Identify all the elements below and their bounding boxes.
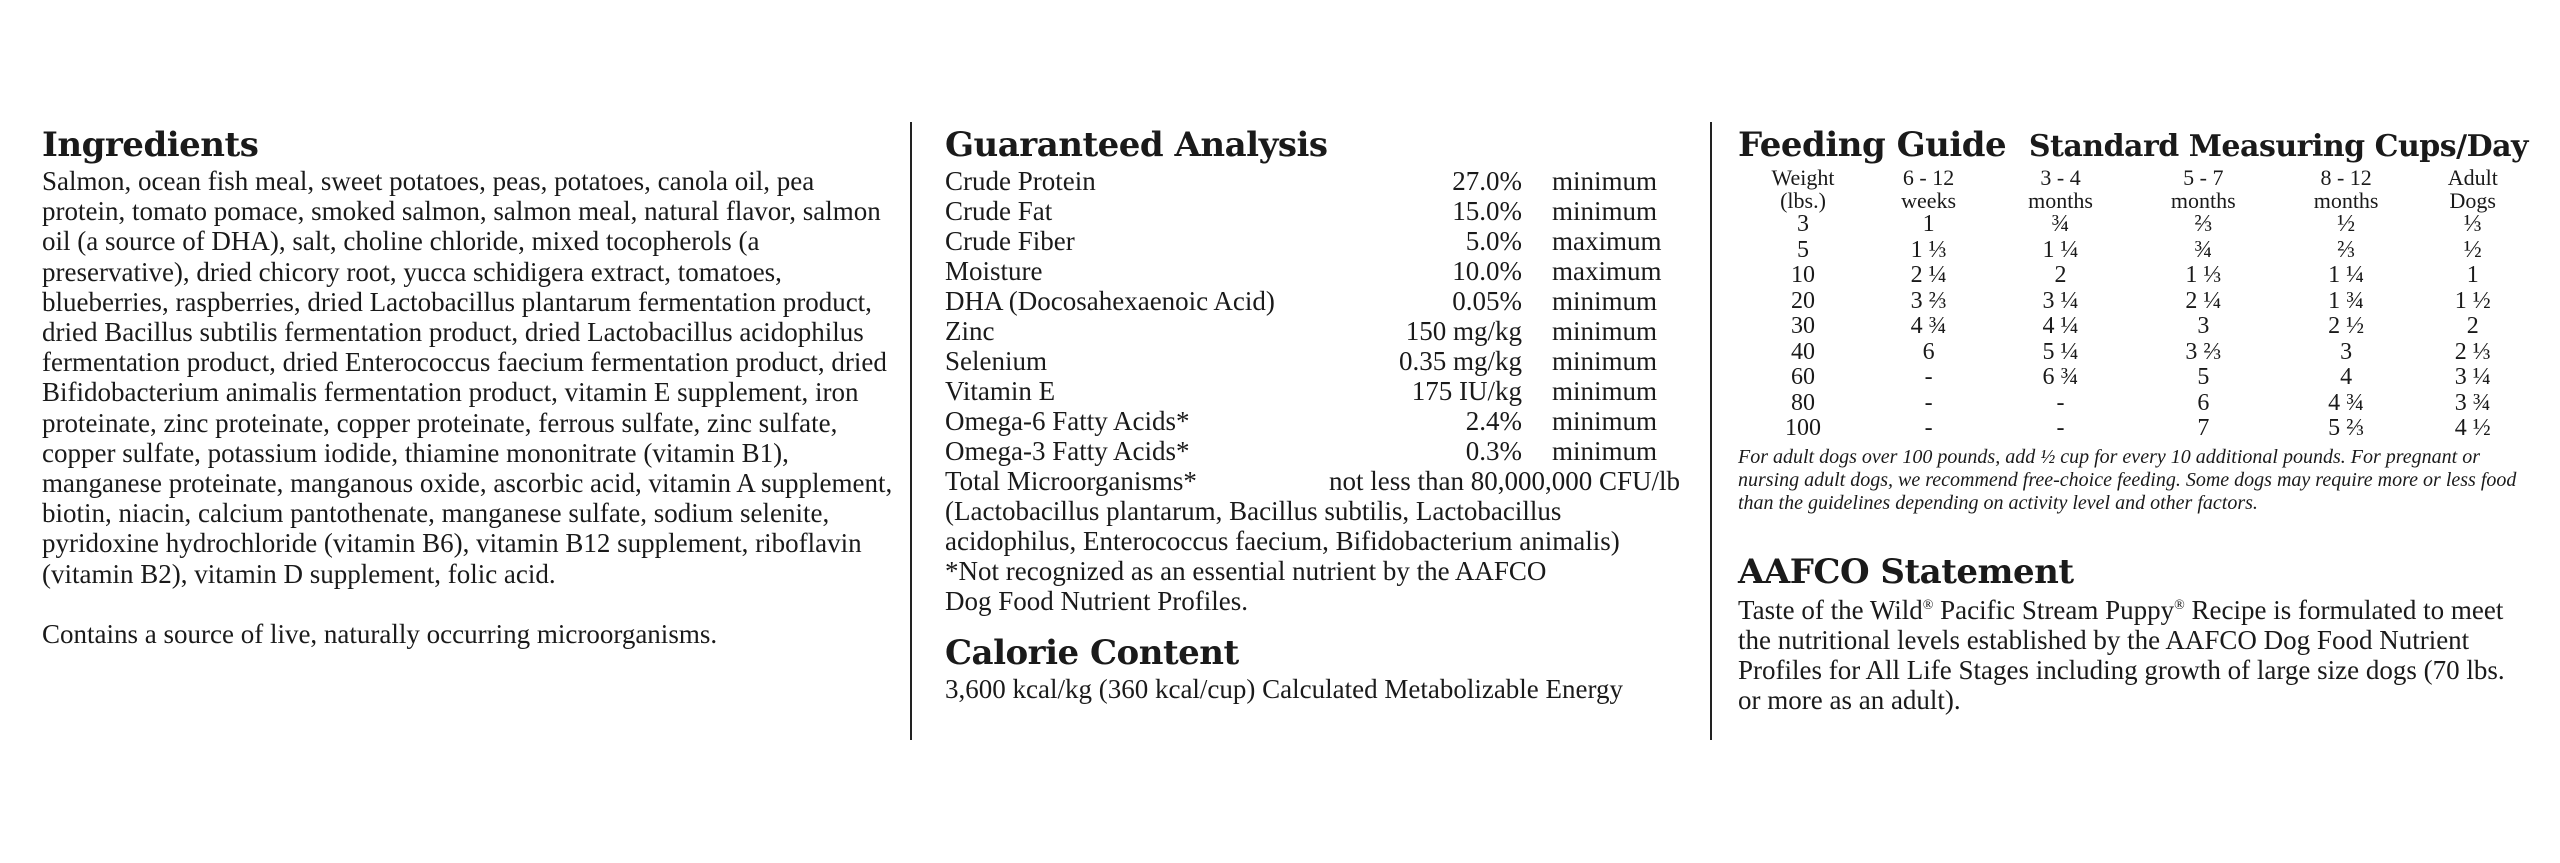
analysis-footnote-line-2: Dog Food Nutrient Profiles. xyxy=(945,586,1248,616)
feeding-cups-cell: 4 ¾ xyxy=(2328,389,2365,416)
analysis-heading: Guaranteed Analysis xyxy=(945,125,1328,165)
feeding-column-header xyxy=(2418,166,2529,212)
column-divider-2 xyxy=(1710,122,1712,740)
aafco-text-part-1: Taste of the Wild xyxy=(1738,594,1923,625)
feeding-cups-cell: 2 ½ xyxy=(2328,313,2365,339)
feeding-cups-cell: - xyxy=(2056,389,2065,416)
microorganisms-note: Contains a source of live, naturally occurring microorganisms. xyxy=(42,618,718,649)
analysis-row xyxy=(945,316,1680,346)
feeding-cups-cell: 2 xyxy=(2466,313,2479,339)
feeding-column-header-line-2: Dogs xyxy=(2449,188,2496,213)
analysis-row xyxy=(945,196,1680,226)
feeding-cups-cell: ¾ xyxy=(2051,211,2070,237)
analysis-qualifier: minimum xyxy=(1552,286,1658,316)
feeding-column-header xyxy=(1738,166,1868,212)
analysis-table xyxy=(945,166,1680,466)
feeding-column-header xyxy=(2275,166,2418,212)
feeding-cups-cell: 1 ¼ xyxy=(2328,262,2365,288)
feeding-cups-cell: - xyxy=(2056,415,2065,441)
feeding-cups-cell: - xyxy=(1924,389,1933,416)
feeding-cups-cell: 2 ⅓ xyxy=(2454,338,2491,365)
feeding-heading: Feeding Guide xyxy=(1738,125,2007,165)
feeding-cups-cell: 5 ¼ xyxy=(2042,338,2079,365)
analysis-nutrient: Vitamin E xyxy=(945,376,1056,406)
analysis-qualifier: minimum xyxy=(1552,376,1658,406)
feeding-cups-cell: 6 xyxy=(1922,338,1935,365)
feeding-cups-cell: 3 ¾ xyxy=(2454,389,2491,416)
feeding-weight-cell: 40 xyxy=(1791,338,1815,365)
feeding-table-row xyxy=(1738,416,2528,442)
analysis-nutrient: DHA (Docosahexaenoic Acid) xyxy=(945,286,1275,316)
feeding-column-header-line-2: months xyxy=(2028,188,2093,213)
analysis-nutrient: Crude Fat xyxy=(945,196,1053,226)
analysis-row xyxy=(945,226,1680,256)
feeding-cups-cell: ⅓ xyxy=(2463,211,2482,237)
feeding-cups-cell: ¾ xyxy=(2194,236,2213,263)
feeding-cups-cell: 6 xyxy=(2197,389,2210,416)
feeding-cups-cell: 4 xyxy=(2340,364,2353,390)
feeding-cups-cell: 1 ¾ xyxy=(2328,287,2365,314)
analysis-qualifier: minimum xyxy=(1552,316,1658,346)
feeding-cups-cell: - xyxy=(1924,415,1933,441)
feeding-column-header xyxy=(1989,166,2132,212)
analysis-row-microorganisms xyxy=(945,466,1680,496)
analysis-value: 150 mg/kg xyxy=(1405,316,1522,346)
feeding-cups-cell: 1 xyxy=(2466,262,2479,288)
analysis-qualifier: minimum xyxy=(1552,406,1658,436)
feeding-cups-cell: 4 ½ xyxy=(2454,415,2491,441)
feeding-cups-cell: 2 ¼ xyxy=(1910,262,1947,288)
analysis-row xyxy=(945,256,1680,286)
analysis-qualifier: minimum xyxy=(1552,346,1658,376)
analysis-section xyxy=(945,125,1680,704)
feeding-column-header-line-2: months xyxy=(2170,188,2236,213)
column-divider-1 xyxy=(910,122,912,740)
ingredients-section xyxy=(42,125,902,649)
aafco-heading: AAFCO Statement xyxy=(1738,551,2074,592)
registered-mark: ® xyxy=(1922,597,1934,613)
analysis-value: 0.3% xyxy=(1465,436,1522,466)
feeding-weight-cell: 100 xyxy=(1785,415,1821,441)
analysis-value: 0.05% xyxy=(1452,286,1522,316)
feeding-cups-cell: 1 ⅓ xyxy=(1910,236,1947,263)
feeding-cups-cell: 5 ⅔ xyxy=(2328,415,2365,441)
feeding-subheading: Standard Measuring Cups/Day xyxy=(2028,129,2528,164)
analysis-value: 175 IU/kg xyxy=(1411,376,1522,406)
feeding-table-body xyxy=(1738,212,2528,442)
feeding-cups-cell: ½ xyxy=(2463,236,2482,263)
feeding-column-header-line-1: 3 - 4 xyxy=(2040,165,2081,190)
feeding-cups-cell: ½ xyxy=(2337,211,2356,237)
ingredients-list: Salmon, ocean fish meal, sweet potatoes, peas, potatoes, canola oil, pea protein, tomato pomace, smoked salmon, salmon meal, natural flavor, salmon oil (a source of DHA), salt, choline chloride, mixed tocopherols (a preservative), dried chicory root, yucca schidigera extract, tomatoes, blueberries, raspberries, dried Lactobacillus plantarum fermentation product, dried Bacillus subtilis fermentation product, dried Lactobacillus acidophilus fermentation product, dried Enterococcus faecium fermentation product, dried Bifidobacterium animalis fermentation product, vitamin E supplement, iron proteinate, zinc proteinate, copper proteinate, ferrous sulfate, zinc sulfate, copper sulfate, potassium iodide, thiamine mononitrate (vitamin B1), manganese proteinate, manganous oxide, ascorbic acid, vitamin A supplement, biotin, niacin, calcium pantothenate, manganese sulfate, sodium selenite, pyridoxine hydrochloride (vitamin B6), vitamin B12 supplement, riboflavin (vitamin B2), vitamin D supplement, folic acid. xyxy=(42,166,893,589)
feeding-section xyxy=(1738,125,2528,715)
feeding-cups-cell: ⅔ xyxy=(2337,236,2356,263)
aafco-text-part-3: Recipe is formulated to meet the nutritional levels established by the AAFCO Dog Food Nutrient Profiles for All Life Stages including growth of large size dogs (70 lbs. or more as an adult). xyxy=(1738,594,2505,715)
analysis-qualifier: minimum xyxy=(1552,166,1658,196)
feeding-column-header-line-2: weeks xyxy=(1901,188,1957,213)
feeding-cups-cell: 3 ⅔ xyxy=(2185,338,2222,365)
feeding-column-header-line-1: Weight xyxy=(1771,165,1835,190)
feeding-cups-cell: 6 ¾ xyxy=(2042,364,2079,390)
feeding-table-header xyxy=(1738,166,2528,212)
feeding-table-row xyxy=(1738,238,2528,264)
analysis-value: 5.0% xyxy=(1465,226,1522,256)
feeding-table-row xyxy=(1738,391,2528,417)
registered-mark: ® xyxy=(2174,597,2185,613)
feeding-cups-cell: - xyxy=(1924,364,1933,390)
analysis-footnote-line-1: *Not recognized as an essential nutrient by the AAFCO xyxy=(945,556,1547,586)
analysis-nutrient: Crude Fiber xyxy=(945,226,1075,256)
feeding-column-header-line-1: 6 - 12 xyxy=(1902,165,1955,190)
feeding-cups-cell: 1 ⅓ xyxy=(2185,262,2222,288)
analysis-nutrient: Zinc xyxy=(945,316,995,346)
analysis-nutrient: Crude Protein xyxy=(945,166,1096,196)
analysis-nutrient: Selenium xyxy=(945,346,1047,376)
analysis-value: 2.4% xyxy=(1465,406,1522,436)
feeding-header xyxy=(1738,125,2528,165)
feeding-table-row xyxy=(1738,340,2528,366)
feeding-weight-cell: 5 xyxy=(1797,236,1809,263)
feeding-cups-cell: 2 xyxy=(2054,262,2067,288)
feeding-table-row xyxy=(1738,212,2528,238)
microorganism-species: (Lactobacillus plantarum, Bacillus subtilis, Lactobacillus acidophilus, Enterococcus faecium, Bifidobacterium animalis) xyxy=(945,496,1620,556)
feeding-cups-cell: 3 xyxy=(2340,338,2353,365)
analysis-value: 10.0% xyxy=(1452,256,1522,286)
aafco-text-part-2: Pacific Stream Puppy xyxy=(1933,594,2175,625)
feeding-weight-cell: 3 xyxy=(1797,211,1809,237)
analysis-nutrient: Omega-6 Fatty Acids* xyxy=(945,406,1190,436)
feeding-column-header-line-1: 8 - 12 xyxy=(2320,165,2372,190)
analysis-value: 27.0% xyxy=(1452,166,1522,196)
feeding-column-header-line-1: Adult xyxy=(2447,165,2498,190)
feeding-table xyxy=(1738,166,2528,442)
analysis-nutrient: Moisture xyxy=(945,256,1043,286)
feeding-column-header-line-1: 5 - 7 xyxy=(2183,165,2224,190)
analysis-row xyxy=(945,436,1680,466)
feeding-cups-cell: 4 ¾ xyxy=(1910,313,1947,339)
analysis-nutrient: Total Microorganisms* xyxy=(945,466,1197,496)
analysis-row xyxy=(945,406,1680,436)
analysis-qualifier: maximum xyxy=(1552,226,1662,256)
analysis-row xyxy=(945,376,1680,406)
feeding-table-row xyxy=(1738,314,2528,340)
feeding-weight-cell: 60 xyxy=(1791,364,1815,390)
aafco-statement xyxy=(1738,591,2528,715)
analysis-value: 15.0% xyxy=(1452,196,1522,226)
feeding-cups-cell: 1 ¼ xyxy=(2042,236,2079,263)
feeding-column-header xyxy=(2132,166,2275,212)
feeding-cups-cell: ⅔ xyxy=(2194,211,2213,237)
feeding-weight-cell: 30 xyxy=(1791,313,1815,339)
feeding-table-row xyxy=(1738,263,2528,289)
feeding-cups-cell: 2 ¼ xyxy=(2185,287,2222,314)
analysis-qualifier: minimum xyxy=(1552,436,1658,466)
analysis-value: 0.35 mg/kg xyxy=(1398,346,1522,376)
feeding-column-header-line-2: months xyxy=(2313,188,2379,213)
feeding-cups-cell: 3 ¼ xyxy=(2454,364,2491,390)
feeding-cups-cell: 3 ¼ xyxy=(2042,287,2079,314)
feeding-weight-cell: 80 xyxy=(1791,389,1815,416)
feeding-column-header-line-2: (lbs.) xyxy=(1780,188,1826,213)
analysis-nutrient: Omega-3 Fatty Acids* xyxy=(945,436,1190,466)
analysis-qualifier: maximum xyxy=(1552,256,1662,286)
feeding-table-row xyxy=(1738,289,2528,315)
ingredients-heading: Ingredients xyxy=(42,125,259,165)
feeding-table-row xyxy=(1738,365,2528,391)
feeding-cups-cell: 4 ¼ xyxy=(2042,313,2079,339)
feeding-cups-cell: 5 xyxy=(2197,364,2210,390)
analysis-row xyxy=(945,286,1680,316)
calorie-text: 3,600 kcal/kg (360 kcal/cup) Calculated Metabolizable Energy xyxy=(945,674,1624,704)
feeding-cups-cell: 3 xyxy=(2197,313,2210,339)
feeding-note: For adult dogs over 100 pounds, add ½ cup for every 10 additional pounds. For pregnant or nursing adult dogs, we recommend free-choice feeding. Some dogs may require more or less food than the guidelines depending on activity level and other factors. xyxy=(1738,445,2517,514)
calorie-heading: Calorie Content xyxy=(945,633,1239,673)
analysis-value: not less than 80,000,000 CFU/lb xyxy=(1328,466,1680,496)
feeding-weight-cell: 20 xyxy=(1791,287,1815,314)
feeding-column-header xyxy=(1868,166,1989,212)
feeding-cups-cell: 1 ½ xyxy=(2454,287,2491,314)
feeding-weight-cell: 10 xyxy=(1791,262,1815,288)
feeding-cups-cell: 3 ⅔ xyxy=(1910,287,1947,314)
analysis-qualifier: minimum xyxy=(1552,196,1658,226)
analysis-row xyxy=(945,166,1680,196)
feeding-cups-cell: 1 xyxy=(1922,211,1935,237)
feeding-cups-cell: 7 xyxy=(2197,415,2210,441)
analysis-row xyxy=(945,346,1680,376)
